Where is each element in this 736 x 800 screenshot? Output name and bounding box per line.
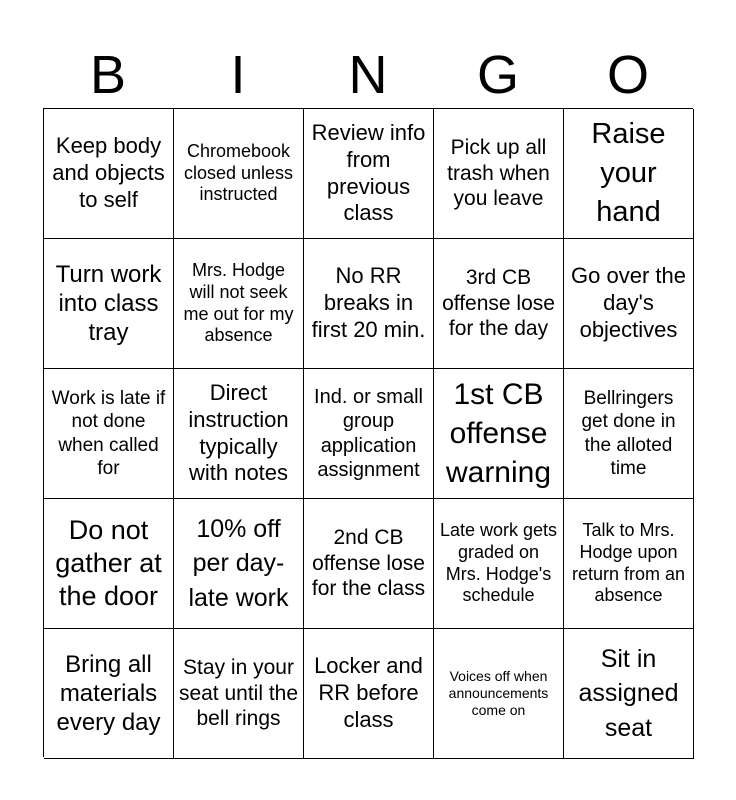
bingo-cell-r5c5[interactable] (564, 629, 694, 759)
cell-text: Raise your hand (591, 118, 666, 228)
bingo-cell-r4c3[interactable] (304, 499, 434, 629)
bingo-cell-r5c1[interactable] (44, 629, 174, 759)
bingo-board (43, 108, 693, 757)
bingo-cell-r2c2[interactable] (174, 239, 304, 369)
bingo-cell-r5c2[interactable] (174, 629, 304, 759)
cell-text: Turn work into class tray (55, 260, 162, 347)
header-letter-n: N (348, 45, 388, 105)
cell-text: Bring all materials every day (56, 650, 161, 737)
bingo-cell-r5c4[interactable] (434, 629, 564, 759)
bingo-cell-r4c1[interactable] (44, 499, 174, 629)
cell-text: 2nd CB offense lose for the class (311, 526, 426, 601)
cell-text: Bellringers get done in the alloted time (581, 388, 676, 479)
bingo-cell-r1c3[interactable] (304, 109, 434, 239)
cell-text: 1st CB offense warning (445, 378, 552, 489)
cell-text: Do not gather at the door (55, 515, 162, 611)
cell-text: Chromebook closed unless instructed (183, 140, 294, 205)
header-letter-g: G (476, 45, 519, 105)
bingo-cell-r1c5[interactable] (564, 109, 694, 239)
cell-text: Review info from previous class (311, 119, 426, 226)
bingo-header (43, 42, 693, 108)
cell-text: Sit in assigned seat (578, 644, 679, 742)
cell-text: Late work gets graded on Mrs. Hodge's schedule (439, 519, 558, 606)
bingo-cell-r3c1[interactable] (44, 369, 174, 499)
cell-text: 10% off per day- late work (188, 514, 289, 612)
bingo-cell-r3c5[interactable] (564, 369, 694, 499)
bingo-cell-r4c4[interactable] (434, 499, 564, 629)
bingo-cell-r5c3[interactable] (304, 629, 434, 759)
header-letter-b: B (89, 45, 127, 105)
bingo-cell-r3c4[interactable] (434, 369, 564, 499)
bingo-cell-r2c5[interactable] (564, 239, 694, 369)
bingo-cell-r2c3[interactable] (304, 239, 434, 369)
cell-text: Keep body and objects to self (52, 133, 165, 212)
cell-text: Locker and RR before class (314, 653, 423, 732)
header-letter-o: O (606, 45, 649, 105)
bingo-cell-r4c2[interactable] (174, 499, 304, 629)
bingo-cell-r2c4[interactable] (434, 239, 564, 369)
cell-text: Ind. or small group application assignment (314, 385, 423, 481)
cell-text: Stay in your seat until the bell rings (178, 656, 299, 731)
cell-text: Direct instruction typically with notes (188, 379, 289, 486)
bingo-cell-r1c1[interactable] (44, 109, 174, 239)
cell-text: Pick up all trash when you leave (447, 136, 550, 211)
cell-text: Voices off when announcements come on (448, 667, 549, 719)
bingo-cell-r1c4[interactable] (434, 109, 564, 239)
cell-text: Work is late if not done when called for (51, 388, 166, 479)
bingo-cell-r2c1[interactable] (44, 239, 174, 369)
cell-text: 3rd CB offense lose for the day (442, 266, 555, 341)
header-letter-i: I (230, 45, 246, 105)
bingo-cell-r3c3[interactable] (304, 369, 434, 499)
cell-text: No RR breaks in first 20 min. (311, 263, 426, 342)
cell-text: Go over the day's objectives (571, 263, 686, 342)
cell-text: Mrs. Hodge will not seek me out for my absence (183, 259, 294, 346)
cell-text: Talk to Mrs. Hodge upon return from an absence (571, 519, 686, 606)
bingo-cell-r4c5[interactable] (564, 499, 694, 629)
bingo-cell-r3c2[interactable] (174, 369, 304, 499)
bingo-cell-r1c2[interactable] (174, 109, 304, 239)
